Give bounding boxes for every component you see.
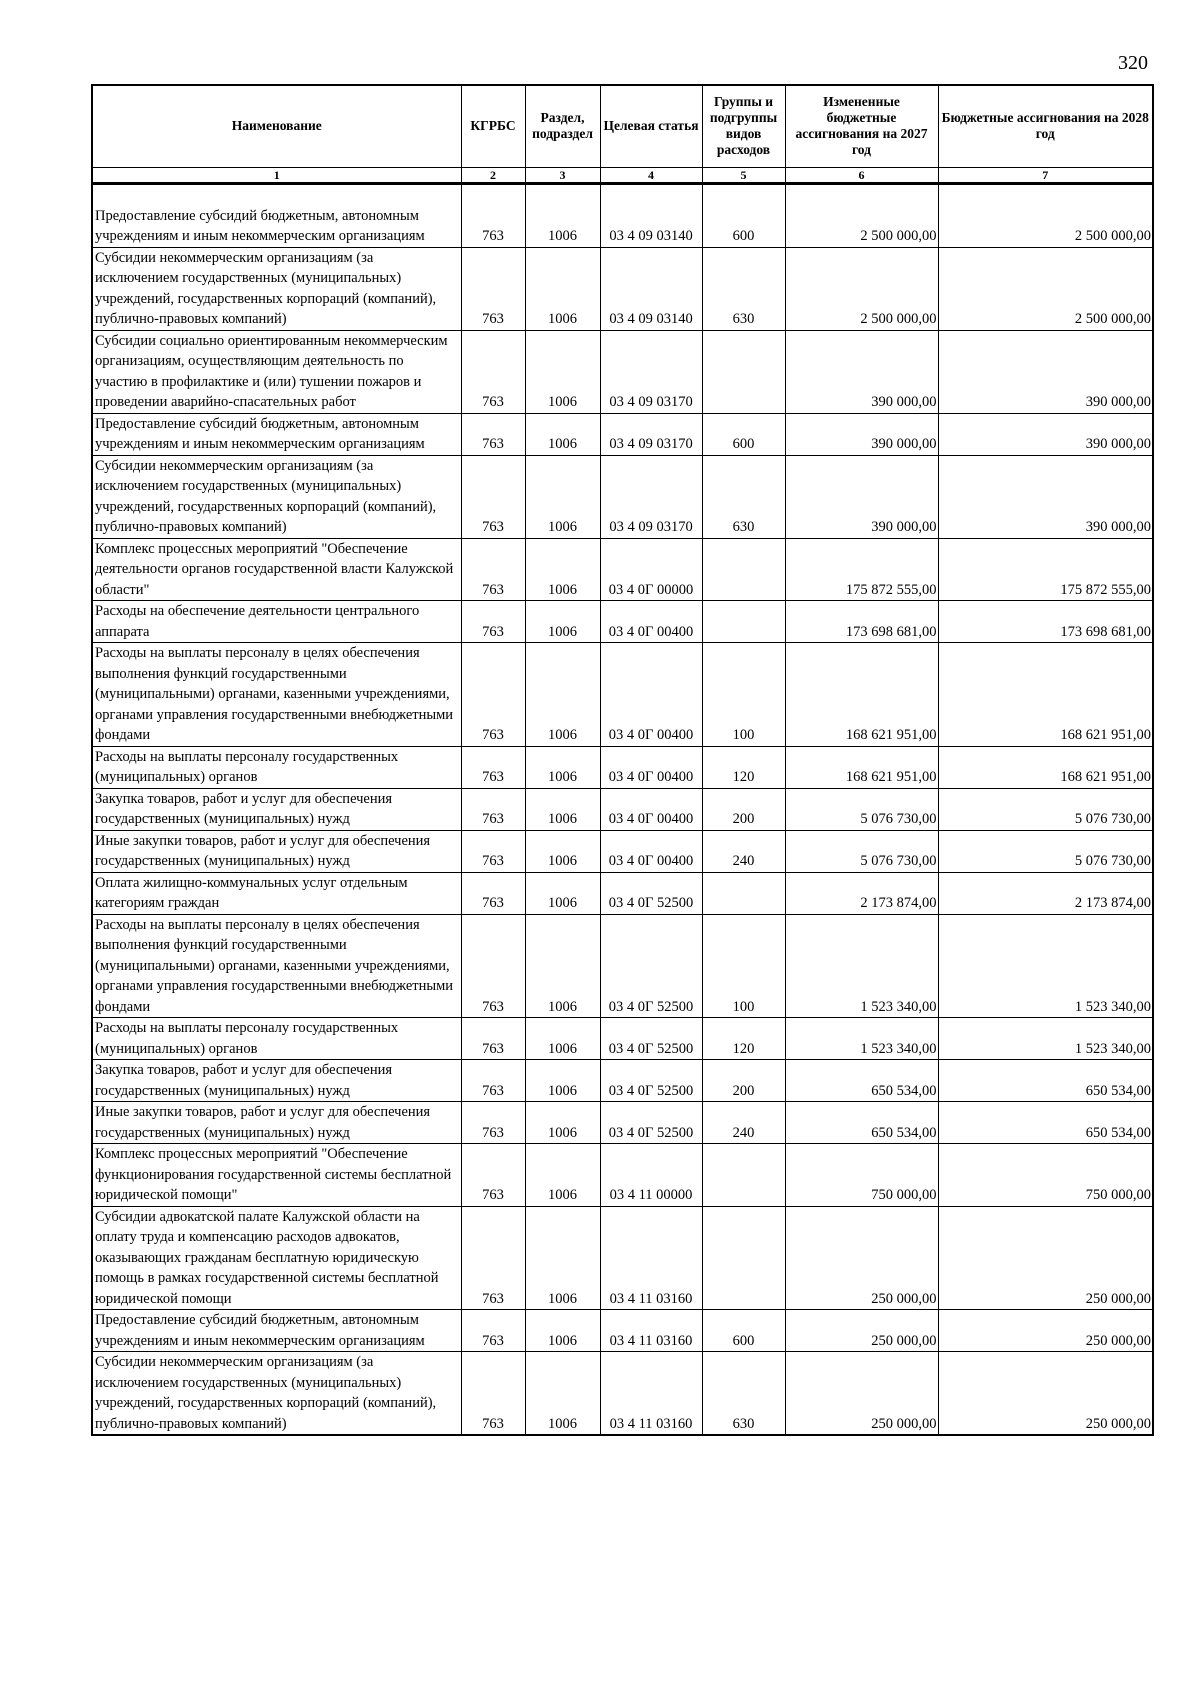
cell-target: 03 4 0Г 52500 (600, 914, 702, 1018)
cell-target: 03 4 0Г 00000 (600, 538, 702, 601)
cell-group: 240 (702, 1102, 785, 1144)
page-number: 320 (1118, 52, 1148, 74)
cell-amount-2028: 250 000,00 (938, 1310, 1153, 1352)
cell-amount-2027: 2 500 000,00 (785, 183, 938, 247)
cell-kgrbs: 763 (461, 746, 525, 788)
cell-section: 1006 (525, 1102, 600, 1144)
cell-name: Субсидии адвокатской палате Калужской области на оплату труда и компенсацию расходов адвокатов, оказывающих гражданам бесплатную юридическую помощь в рамках государственной системы бесплатной юридической помощи (92, 1206, 461, 1310)
cell-target: 03 4 11 00000 (600, 1144, 702, 1207)
cell-group: 240 (702, 830, 785, 872)
cell-name: Расходы на выплаты персоналу государственных (муниципальных) органов (92, 1018, 461, 1060)
cell-section: 1006 (525, 1018, 600, 1060)
cell-amount-2028: 175 872 555,00 (938, 538, 1153, 601)
cell-name: Предоставление субсидий бюджетным, автономным учреждениям и иным некоммерческим организациям (92, 413, 461, 455)
cell-group (702, 872, 785, 914)
column-number: 6 (785, 167, 938, 183)
cell-target: 03 4 0Г 00400 (600, 601, 702, 643)
table-row (92, 330, 1153, 413)
cell-target: 03 4 11 03160 (600, 1352, 702, 1436)
cell-amount-2028: 390 000,00 (938, 413, 1153, 455)
header-budget-2028: Бюджетные ассигнования на 2028 год (938, 85, 1153, 167)
cell-name: Предоставление субсидий бюджетным, автономным учреждениям и иным некоммерческим организациям (92, 183, 461, 247)
cell-amount-2027: 2 500 000,00 (785, 247, 938, 330)
cell-group (702, 601, 785, 643)
cell-section: 1006 (525, 538, 600, 601)
cell-group: 600 (702, 413, 785, 455)
column-number: 5 (702, 167, 785, 183)
cell-amount-2027: 175 872 555,00 (785, 538, 938, 601)
cell-amount-2028: 2 173 874,00 (938, 872, 1153, 914)
cell-name: Комплекс процессных мероприятий "Обеспечение функционирования государственной системы бесплатной юридической помощи" (92, 1144, 461, 1207)
cell-kgrbs: 763 (461, 1144, 525, 1207)
table-row (92, 872, 1153, 914)
cell-group: 120 (702, 746, 785, 788)
header-section: Раздел, подраздел (525, 85, 600, 167)
table-row (92, 746, 1153, 788)
cell-amount-2028: 168 621 951,00 (938, 643, 1153, 747)
table-row (92, 643, 1153, 747)
table-row (92, 788, 1153, 830)
cell-amount-2027: 250 000,00 (785, 1206, 938, 1310)
table-body (92, 183, 1153, 1435)
cell-section: 1006 (525, 247, 600, 330)
column-number: 2 (461, 167, 525, 183)
cell-group (702, 330, 785, 413)
cell-name: Иные закупки товаров, работ и услуг для обеспечения государственных (муниципальных) нужд (92, 1102, 461, 1144)
cell-group: 200 (702, 1060, 785, 1102)
cell-section: 1006 (525, 872, 600, 914)
table-row (92, 914, 1153, 1018)
cell-name: Субсидии некоммерческим организациям (за исключением государственных (муниципальных) учреждений, государственных корпораций (компаний), публично-правовых компаний) (92, 1352, 461, 1436)
cell-target: 03 4 11 03160 (600, 1206, 702, 1310)
cell-kgrbs: 763 (461, 538, 525, 601)
cell-section: 1006 (525, 1352, 600, 1436)
cell-section: 1006 (525, 746, 600, 788)
table-row (92, 183, 1153, 247)
cell-target: 03 4 09 03170 (600, 455, 702, 538)
cell-kgrbs: 763 (461, 601, 525, 643)
cell-amount-2028: 250 000,00 (938, 1352, 1153, 1436)
cell-amount-2028: 173 698 681,00 (938, 601, 1153, 643)
cell-amount-2027: 650 534,00 (785, 1060, 938, 1102)
table-row (92, 1206, 1153, 1310)
cell-amount-2027: 250 000,00 (785, 1310, 938, 1352)
cell-kgrbs: 763 (461, 455, 525, 538)
cell-target: 03 4 0Г 52500 (600, 1018, 702, 1060)
cell-name: Субсидии некоммерческим организациям (за исключением государственных (муниципальных) учреждений, государственных корпораций (компаний), публично-правовых компаний) (92, 247, 461, 330)
cell-amount-2028: 750 000,00 (938, 1144, 1153, 1207)
cell-kgrbs: 763 (461, 183, 525, 247)
cell-amount-2027: 250 000,00 (785, 1352, 938, 1436)
cell-amount-2028: 5 076 730,00 (938, 830, 1153, 872)
header-name: Наименование (92, 85, 461, 167)
cell-name: Комплекс процессных мероприятий "Обеспечение деятельности органов государственной власти Калужской области" (92, 538, 461, 601)
cell-section: 1006 (525, 413, 600, 455)
table-row (92, 601, 1153, 643)
cell-name: Расходы на обеспечение деятельности центрального аппарата (92, 601, 461, 643)
cell-group: 600 (702, 1310, 785, 1352)
table-row (92, 1310, 1153, 1352)
cell-amount-2027: 390 000,00 (785, 330, 938, 413)
cell-name: Оплата жилищно-коммунальных услуг отдельным категориям граждан (92, 872, 461, 914)
cell-target: 03 4 0Г 52500 (600, 1102, 702, 1144)
cell-group (702, 1144, 785, 1207)
cell-section: 1006 (525, 1060, 600, 1102)
cell-section: 1006 (525, 330, 600, 413)
table-row (92, 1018, 1153, 1060)
cell-group (702, 1206, 785, 1310)
cell-section: 1006 (525, 1144, 600, 1207)
cell-target: 03 4 09 03170 (600, 330, 702, 413)
cell-amount-2028: 1 523 340,00 (938, 1018, 1153, 1060)
cell-amount-2027: 5 076 730,00 (785, 830, 938, 872)
cell-amount-2028: 5 076 730,00 (938, 788, 1153, 830)
cell-name: Закупка товаров, работ и услуг для обеспечения государственных (муниципальных) нужд (92, 1060, 461, 1102)
cell-section: 1006 (525, 455, 600, 538)
cell-name: Расходы на выплаты персоналу государственных (муниципальных) органов (92, 746, 461, 788)
cell-section: 1006 (525, 1206, 600, 1310)
cell-name: Субсидии некоммерческим организациям (за исключением государственных (муниципальных) учреждений, государственных корпораций (компаний), публично-правовых компаний) (92, 455, 461, 538)
table-row (92, 1102, 1153, 1144)
cell-kgrbs: 763 (461, 788, 525, 830)
cell-kgrbs: 763 (461, 413, 525, 455)
table-row (92, 455, 1153, 538)
cell-group: 630 (702, 247, 785, 330)
cell-section: 1006 (525, 643, 600, 747)
cell-amount-2028: 650 534,00 (938, 1102, 1153, 1144)
cell-section: 1006 (525, 830, 600, 872)
cell-amount-2027: 168 621 951,00 (785, 746, 938, 788)
cell-amount-2027: 750 000,00 (785, 1144, 938, 1207)
column-number: 1 (92, 167, 461, 183)
cell-target: 03 4 0Г 00400 (600, 830, 702, 872)
cell-kgrbs: 763 (461, 914, 525, 1018)
cell-group: 600 (702, 183, 785, 247)
header-kgrbs: КГРБС (461, 85, 525, 167)
cell-kgrbs: 763 (461, 643, 525, 747)
cell-kgrbs: 763 (461, 872, 525, 914)
cell-section: 1006 (525, 1310, 600, 1352)
table-row (92, 413, 1153, 455)
cell-name: Субсидии социально ориентированным некоммерческим организациям, осуществляющим деятельность по участию в профилактике и (или) тушении пожаров и проведении аварийно-спасательных работ (92, 330, 461, 413)
cell-kgrbs: 763 (461, 1352, 525, 1436)
cell-amount-2027: 1 523 340,00 (785, 1018, 938, 1060)
cell-amount-2027: 5 076 730,00 (785, 788, 938, 830)
cell-name: Расходы на выплаты персоналу в целях обеспечения выполнения функций государственными (муниципальными) органами, казенными учреждениями, органами управления государственными внебюджетными фондами (92, 914, 461, 1018)
table-row (92, 1352, 1153, 1436)
cell-name: Расходы на выплаты персоналу в целях обеспечения выполнения функций государственными (муниципальными) органами, казенными учреждениями, органами управления государственными внебюджетными фондами (92, 643, 461, 747)
header-changed-2027: Измененные бюджетные ассигнования на 2027 год (785, 85, 938, 167)
cell-name: Предоставление субсидий бюджетным, автономным учреждениям и иным некоммерческим организациям (92, 1310, 461, 1352)
cell-group: 630 (702, 455, 785, 538)
cell-amount-2027: 173 698 681,00 (785, 601, 938, 643)
cell-kgrbs: 763 (461, 1102, 525, 1144)
cell-section: 1006 (525, 183, 600, 247)
cell-target: 03 4 11 03160 (600, 1310, 702, 1352)
cell-group (702, 538, 785, 601)
cell-kgrbs: 763 (461, 1310, 525, 1352)
cell-section: 1006 (525, 914, 600, 1018)
cell-amount-2028: 390 000,00 (938, 330, 1153, 413)
cell-group: 120 (702, 1018, 785, 1060)
column-number: 4 (600, 167, 702, 183)
cell-kgrbs: 763 (461, 1206, 525, 1310)
cell-kgrbs: 763 (461, 247, 525, 330)
cell-group: 100 (702, 643, 785, 747)
cell-amount-2028: 2 500 000,00 (938, 183, 1153, 247)
cell-kgrbs: 763 (461, 1018, 525, 1060)
cell-target: 03 4 09 03140 (600, 183, 702, 247)
cell-group: 200 (702, 788, 785, 830)
cell-section: 1006 (525, 788, 600, 830)
table-row (92, 1060, 1153, 1102)
cell-section: 1006 (525, 601, 600, 643)
budget-table (91, 84, 1154, 1436)
cell-target: 03 4 0Г 00400 (600, 643, 702, 747)
table-row (92, 830, 1153, 872)
cell-target: 03 4 0Г 52500 (600, 872, 702, 914)
cell-target: 03 4 09 03170 (600, 413, 702, 455)
cell-amount-2027: 168 621 951,00 (785, 643, 938, 747)
cell-amount-2027: 1 523 340,00 (785, 914, 938, 1018)
header-target: Целевая статья (600, 85, 702, 167)
cell-amount-2027: 390 000,00 (785, 455, 938, 538)
cell-amount-2028: 650 534,00 (938, 1060, 1153, 1102)
column-number: 3 (525, 167, 600, 183)
cell-amount-2028: 168 621 951,00 (938, 746, 1153, 788)
cell-amount-2028: 250 000,00 (938, 1206, 1153, 1310)
cell-name: Иные закупки товаров, работ и услуг для обеспечения государственных (муниципальных) нужд (92, 830, 461, 872)
table-row (92, 538, 1153, 601)
table-row (92, 1144, 1153, 1207)
cell-target: 03 4 09 03140 (600, 247, 702, 330)
cell-kgrbs: 763 (461, 1060, 525, 1102)
cell-target: 03 4 0Г 00400 (600, 746, 702, 788)
cell-amount-2027: 390 000,00 (785, 413, 938, 455)
cell-amount-2027: 650 534,00 (785, 1102, 938, 1144)
header-groups: Группы и подгруппы видов расходов (702, 85, 785, 167)
cell-kgrbs: 763 (461, 830, 525, 872)
cell-target: 03 4 0Г 00400 (600, 788, 702, 830)
column-number: 7 (938, 167, 1153, 183)
cell-amount-2028: 2 500 000,00 (938, 247, 1153, 330)
cell-group: 100 (702, 914, 785, 1018)
cell-amount-2028: 1 523 340,00 (938, 914, 1153, 1018)
cell-name: Закупка товаров, работ и услуг для обеспечения государственных (муниципальных) нужд (92, 788, 461, 830)
cell-amount-2027: 2 173 874,00 (785, 872, 938, 914)
cell-group: 630 (702, 1352, 785, 1436)
cell-target: 03 4 0Г 52500 (600, 1060, 702, 1102)
table-row (92, 247, 1153, 330)
cell-kgrbs: 763 (461, 330, 525, 413)
cell-amount-2028: 390 000,00 (938, 455, 1153, 538)
